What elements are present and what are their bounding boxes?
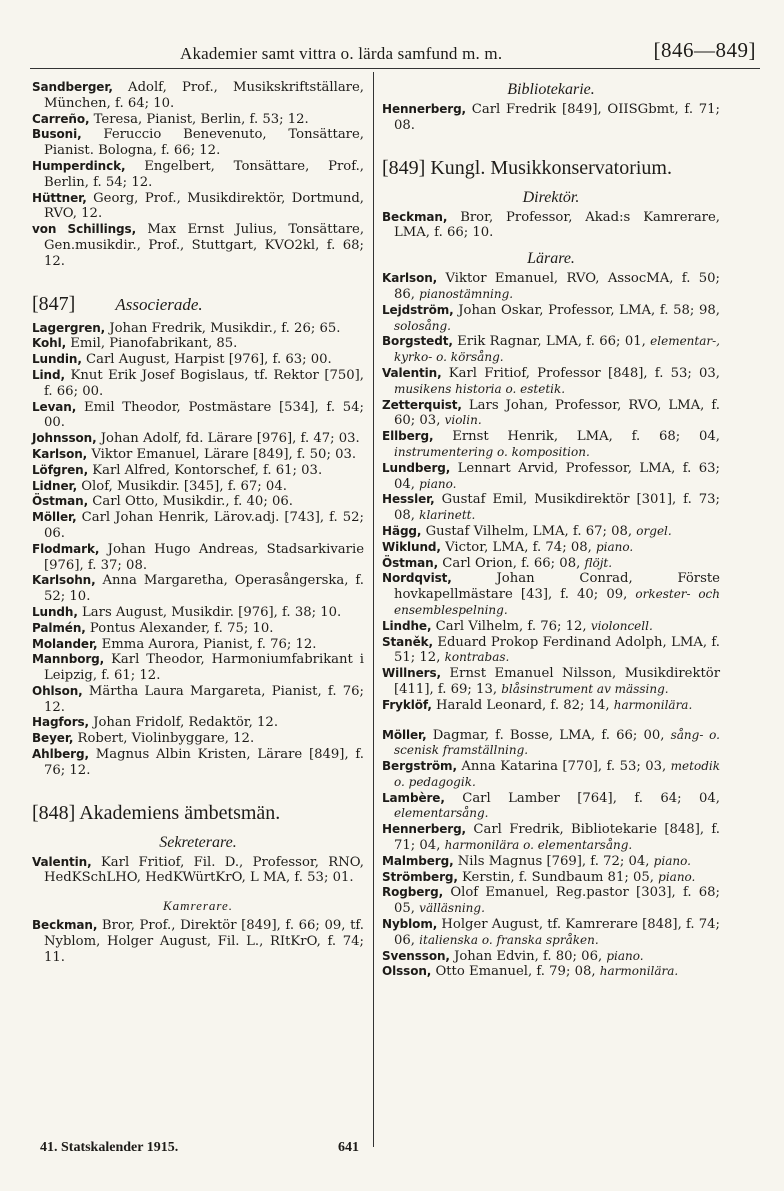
- entry-details: Emil, Pianofabrikant, 85.: [66, 336, 238, 352]
- entry-surname: Molander,: [32, 636, 98, 651]
- entry-list: [382, 210, 720, 242]
- directory-entry: [32, 191, 364, 223]
- entry-details: Magnus Albin Kristen, Lärare [849], f. 76; 12.: [44, 747, 364, 778]
- entry-subject: musikens historia o. estetik.: [394, 381, 566, 396]
- section-heading-848: [32, 801, 364, 825]
- entry-subject: pianostämning.: [419, 286, 514, 301]
- entry-surname: von Schillings,: [32, 222, 137, 237]
- directory-entry: [32, 463, 364, 479]
- entry-details: Carl Lamber [764], f. 64; 04,: [444, 790, 720, 806]
- entry-surname: Nordqvist,: [382, 571, 452, 586]
- entry-surname: Möller,: [32, 510, 77, 525]
- entry-surname: Ahlberg,: [32, 747, 89, 762]
- page-header: [30, 28, 760, 70]
- entry-details: Dagmar, f. Bosse, LMA, f. 66; 00,: [426, 727, 671, 743]
- entry-surname: Malmberg,: [382, 853, 454, 868]
- entry-subject: piano.: [653, 853, 691, 868]
- entry-details: Robert, Violinbyggare, 12.: [73, 731, 255, 747]
- entry-details: Johan Fredrik, Musikdir., f. 26; 65.: [105, 320, 341, 336]
- entry-list: [32, 855, 364, 887]
- entry-details: Olof, Musikdir. [345], f. 67; 04.: [77, 478, 287, 494]
- entry-subject: klarinett.: [419, 508, 476, 523]
- entry-surname: Valentin,: [32, 854, 92, 869]
- entry-surname: Olsson,: [382, 964, 432, 979]
- directory-entry: [32, 918, 364, 965]
- entry-details: Johan Oskar, Professor, LMA, f. 58; 98,: [453, 302, 720, 318]
- entry-surname: Carreño,: [32, 111, 90, 126]
- entry-details: Emma Aurora, Pianist, f. 76; 12.: [97, 636, 317, 652]
- subheading-kamrerare: Kamrerare.: [162, 898, 234, 914]
- entry-surname: Svensson,: [382, 948, 450, 963]
- directory-entry: [32, 605, 364, 621]
- entry-surname: Palmén,: [32, 620, 86, 635]
- entry-surname: Hennerberg,: [382, 822, 467, 837]
- entry-surname: Karlson,: [32, 446, 88, 461]
- entry-details: Pontus Alexander, f. 75; 10.: [85, 620, 274, 636]
- entry-surname: Lagergren,: [32, 320, 106, 335]
- entry-surname: Willners,: [382, 666, 441, 681]
- entry-details: Carl Vilhelm, f. 76; 12,: [431, 618, 591, 634]
- entry-surname: Bergström,: [382, 759, 457, 774]
- entry-surname: Strömberg,: [382, 869, 458, 884]
- directory-entry: [382, 635, 720, 667]
- directory-entry: [382, 917, 720, 949]
- entry-details: Feruccio Benevenuto, Tonsättare, Pianist. Bologna, f. 66; 12.: [44, 127, 364, 159]
- entry-details: Bror, Professor, Akad:s Kamrerare, LMA, f. 66; 10.: [394, 209, 720, 241]
- entry-subject: elementarsång.: [394, 806, 489, 821]
- entry-subject: orgel.: [636, 523, 672, 538]
- entry-details: Viktor Emanuel, Lärare [849], f. 50; 03.: [87, 446, 357, 462]
- entry-subject: italienska o. franska språken.: [419, 932, 599, 947]
- directory-entry: [382, 822, 720, 854]
- entry-subject: harmonilära.: [599, 964, 679, 979]
- entry-subject: piano.: [606, 948, 644, 963]
- entry-surname: Lambère,: [382, 790, 445, 805]
- entry-details: Johan Edvin, f. 80; 06,: [449, 948, 607, 964]
- entry-surname: Beyer,: [32, 731, 74, 746]
- entry-surname: Lundin,: [32, 352, 82, 367]
- entry-details: Karl Theodor, Harmoniumfabrikant i Leipzig, f. 61; 12.: [44, 652, 364, 684]
- footer-publication: 41. Statskalender 1915.: [40, 1140, 179, 1155]
- entry-details: Märtha Laura Margareta, Pianist, f. 76; 12.: [44, 683, 364, 715]
- entry-list: [382, 728, 720, 981]
- entry-surname: Zetterquist,: [382, 397, 462, 412]
- entry-subject: orkester- och ensemblespelning.: [394, 587, 720, 617]
- directory-entry: [32, 431, 364, 447]
- entry-subject: välläsning.: [419, 901, 485, 916]
- entry-list: [32, 321, 364, 779]
- entry-details: Nils Magnus [769], f. 72; 04,: [453, 853, 654, 869]
- entry-surname: Staněk,: [382, 634, 433, 649]
- entry-surname: Levan,: [32, 399, 77, 414]
- entry-surname: Beckman,: [32, 918, 98, 933]
- entry-surname: Lejdström,: [382, 302, 454, 317]
- entry-details: Carl Fredrik [849], OIISGbmt, f. 71; 08.: [394, 102, 720, 133]
- entry-surname: Kohl,: [32, 336, 67, 351]
- entry-details: Carl Orion, f. 66; 08,: [438, 555, 585, 571]
- directory-entry: [382, 366, 720, 398]
- directory-entry: [382, 492, 720, 524]
- entry-surname: Östman,: [382, 555, 439, 570]
- entry-subject: piano.: [419, 476, 457, 491]
- entry-details: Harald Leonard, f. 82; 14,: [431, 697, 614, 713]
- entry-details: Teresa, Pianist, Berlin, f. 53; 12.: [89, 111, 309, 127]
- entry-details: Anna Margaretha, Operasångerska, f. 52; 10.: [44, 573, 364, 605]
- entry-surname: Sandberger,: [32, 80, 113, 94]
- entry-surname: Hagfors,: [32, 715, 90, 730]
- entry-surname: Karlsohn,: [32, 573, 96, 588]
- entry-surname: Lundberg,: [382, 460, 451, 475]
- entry-surname: Rogberg,: [382, 885, 444, 900]
- entry-subject: harmonilära o. elementarsång.: [444, 838, 633, 853]
- directory-entry: [382, 398, 720, 430]
- entry-surname: Ellberg,: [382, 429, 434, 444]
- entry-details: Bror, Prof., Direktör [849], f. 66; 09, tf. Nyblom, Holger August, Fil. L., RItKrO, f. 74; 11.: [44, 918, 364, 965]
- directory-entry: [382, 334, 720, 366]
- section-title: Akademiens ämbetsmän.: [79, 801, 281, 824]
- entry-surname: Hennerberg,: [382, 102, 467, 116]
- directory-entry: [32, 621, 364, 637]
- directory-entry: [32, 731, 364, 747]
- entry-details: Ernst Henrik, LMA, f. 68; 04,: [433, 429, 720, 445]
- entry-details: Carl Johan Henrik, Lärov.adj. [743], f. 52; 06.: [44, 510, 364, 541]
- entry-surname: Lindhe,: [382, 618, 432, 633]
- directory-entry: [382, 303, 720, 335]
- spacer: [382, 714, 720, 728]
- directory-entry: [32, 855, 364, 887]
- entry-details: Georg, Prof., Musikdirektör, Dortmund, RVO, 12.: [44, 190, 364, 222]
- entry-details: Lars Johan, Professor, RVO, LMA, f. 60; 03,: [394, 397, 720, 429]
- entry-list: [32, 918, 364, 965]
- directory-entry: [32, 112, 364, 128]
- entry-surname: Nyblom,: [382, 917, 438, 932]
- entry-surname: Hägg,: [382, 523, 422, 538]
- directory-entry: [382, 210, 720, 242]
- directory-entry: [382, 759, 720, 791]
- entry-details: Karl Fritiof, Professor [848], f. 53; 03,: [441, 365, 720, 381]
- directory-entry: [32, 652, 364, 684]
- directory-entry: [382, 666, 720, 698]
- section-number: [849]: [382, 156, 426, 179]
- entry-subject: harmonilära.: [613, 697, 693, 712]
- directory-entry: [32, 400, 364, 432]
- entry-surname: Busoni,: [32, 127, 82, 142]
- entry-subject: piano.: [658, 869, 696, 884]
- left-column: [32, 80, 364, 966]
- directory-entry: [32, 747, 364, 779]
- subheading-direktor: Direktör.: [522, 188, 580, 206]
- entry-details: Adolf, Prof., Musikskriftställare, München, f. 64; 10.: [44, 80, 364, 111]
- directory-entry: [382, 571, 720, 618]
- entry-details: Johan Adolf, fd. Lärare [976], f. 47; 03.: [96, 431, 360, 447]
- entry-details: Carl August, Harpist [976], f. 63; 00.: [81, 352, 332, 368]
- entry-details: Kerstin, f. Sundbaum 81; 05,: [457, 869, 659, 885]
- directory-entry: [32, 715, 364, 731]
- directory-entry: [32, 222, 364, 269]
- directory-entry: [382, 870, 720, 886]
- section-number: [848]: [32, 801, 76, 824]
- entry-surname: Fryklöf,: [382, 697, 432, 712]
- entry-subject: instrumentering o. komposition.: [394, 444, 590, 459]
- directory-entry: [382, 964, 720, 980]
- entry-details: Emil Theodor, Postmästare [534], f. 54; 00.: [44, 399, 364, 431]
- section-title: Associerade.: [115, 294, 203, 314]
- entry-surname: Karlson,: [382, 271, 438, 286]
- directory-entry: [32, 80, 364, 112]
- directory-entry: [382, 854, 720, 870]
- entry-details: Johan Hugo Andreas, Stadsarkivarie [976], f. 37; 08.: [44, 541, 364, 573]
- entry-details: Gustaf Vilhelm, LMA, f. 67; 08,: [421, 523, 637, 539]
- directory-entry: [382, 728, 720, 760]
- entry-subject: piano.: [596, 539, 634, 554]
- directory-entry: [32, 127, 364, 159]
- entry-surname: Hessler,: [382, 492, 435, 507]
- entry-details: Otto Emanuel, f. 79; 08,: [431, 964, 600, 980]
- entry-subject: elementar-, kyrko- o. körsång.: [394, 334, 720, 365]
- entry-subject: metodik o. pedagogik.: [394, 759, 720, 789]
- directory-entry: [382, 429, 720, 461]
- entry-subject: blåsinstrument av mässing.: [501, 681, 669, 696]
- directory-entry: [32, 573, 364, 605]
- directory-entry: [32, 542, 364, 574]
- section-heading-847: [32, 292, 364, 317]
- directory-entry: [382, 885, 720, 917]
- section-number: [847]: [32, 292, 76, 315]
- page-number: 641: [338, 1140, 359, 1155]
- entry-surname: Lind,: [32, 367, 65, 382]
- entry-details: Johan Conrad, Förste hovkapellmästare [43], f. 40; 09,: [394, 571, 720, 603]
- entry-list: [32, 80, 364, 270]
- directory-entry: [32, 352, 364, 368]
- entry-subject: kontrabas.: [444, 650, 510, 665]
- entry-subject: violoncell.: [590, 618, 653, 633]
- entry-subject: solosång.: [394, 318, 451, 333]
- directory-entry: [32, 510, 364, 542]
- directory-entry: [382, 271, 720, 303]
- entry-surname: Lundh,: [32, 604, 78, 619]
- entry-details: Olof Emanuel, Reg.pastor [303], f. 68; 05,: [394, 885, 720, 917]
- directory-entry: [382, 540, 720, 556]
- entry-details: Holger August, tf. Kamrerare [848], f. 74; 06,: [394, 917, 720, 948]
- directory-entry: [382, 102, 720, 134]
- directory-entry: [32, 637, 364, 653]
- entry-details: Karl Alfred, Kontorschef, f. 61; 03.: [88, 462, 323, 478]
- entry-details: Max Ernst Julius, Tonsättare, Gen.musikdir., Prof., Stuttgart, KVO2kl, f. 68; 12.: [44, 222, 365, 269]
- directory-entry: [32, 336, 364, 352]
- directory-entry: [32, 447, 364, 463]
- entry-details: Karl Fritiof, Fil. D., Professor, RNO, HedKSchLHO, HedKWürtKrO, L MA, f. 53; 01.: [44, 854, 364, 886]
- directory-entry: [382, 619, 720, 635]
- entry-surname: Wiklund,: [382, 539, 441, 554]
- entry-surname: Möller,: [382, 727, 427, 742]
- entry-surname: Hüttner,: [32, 190, 87, 205]
- entry-surname: Östman,: [32, 494, 89, 509]
- entry-surname: Flodmark,: [32, 541, 100, 556]
- page-title: Akademier samt vittra o. lärda samfund m. m.: [180, 44, 503, 63]
- entry-details: Knut Erik Josef Bogislaus, tf. Rektor [750], f. 66; 00.: [44, 367, 364, 399]
- right-column: [382, 80, 720, 980]
- header-rule: [30, 68, 760, 69]
- entry-surname: Ohlson,: [32, 683, 83, 698]
- directory-entry: [382, 698, 720, 714]
- section-title: Kungl. Musikkonservatorium.: [430, 156, 672, 179]
- entry-details: Eduard Prokop Ferdinand Adolph, LMA, f. 51; 12,: [394, 634, 720, 666]
- entry-surname: Johnsson,: [32, 431, 97, 446]
- entry-subject: violin.: [444, 413, 482, 428]
- entry-surname: Beckman,: [382, 209, 448, 224]
- directory-entry: [32, 321, 364, 337]
- directory-entry: [32, 494, 364, 510]
- entry-subject: sång- o. scenisk framställning.: [394, 727, 720, 758]
- subheading-sekreterare: Sekreterare.: [159, 833, 237, 851]
- entry-surname: Mannborg,: [32, 652, 105, 667]
- directory-entry: [32, 684, 364, 716]
- directory-entry: [32, 479, 364, 495]
- entry-list: [382, 271, 720, 713]
- entry-surname: Valentin,: [382, 365, 442, 380]
- subheading-larare: Lärare.: [527, 250, 575, 268]
- entry-details: Erik Ragnar, LMA, f. 66; 01,: [452, 334, 651, 350]
- entry-details: Johan Fridolf, Redaktör, 12.: [89, 715, 279, 731]
- directory-entry: [382, 949, 720, 965]
- directory-entry: [382, 791, 720, 823]
- directory-entry: [32, 159, 364, 191]
- entry-details: Lennart Arvid, Professor, LMA, f. 63; 04,: [394, 460, 720, 492]
- entry-details: Viktor Emanuel, RVO, AssocMA, f. 50; 86,: [394, 271, 720, 302]
- entry-surname: Humperdinck,: [32, 158, 126, 173]
- entry-subject: flöjt.: [584, 555, 613, 570]
- entry-details: Anna Katarina [770], f. 53; 03,: [456, 759, 671, 775]
- entry-list: [382, 102, 720, 134]
- entry-details: Victor, LMA, f. 74; 08,: [440, 539, 596, 555]
- directory-entry: [32, 368, 364, 400]
- entry-details: Carl Fredrik, Bibliotekarie [848], f. 71; 04,: [394, 822, 720, 854]
- section-heading-849: [382, 156, 720, 180]
- column-divider: [373, 72, 374, 1147]
- entry-surname: Löfgren,: [32, 462, 89, 477]
- directory-entry: [382, 524, 720, 540]
- entry-details: Carl Otto, Musikdir., f. 40; 06.: [88, 494, 293, 510]
- entry-surname: Lidner,: [32, 478, 78, 493]
- entry-details: Ernst Emanuel Nilsson, Musikdirektör [411], f. 69; 13,: [394, 666, 720, 697]
- section-range: [846—849]: [653, 38, 756, 62]
- entry-details: Lars August, Musikdir. [976], f. 38; 10.: [77, 604, 342, 620]
- directory-entry: [382, 461, 720, 493]
- entry-surname: Borgstedt,: [382, 334, 453, 349]
- entry-details: Engelbert, Tonsättare, Prof., Berlin, f. 54; 12.: [44, 158, 364, 190]
- entry-details: Gustaf Emil, Musikdirektör [301], f. 73; 08,: [394, 492, 720, 524]
- directory-entry: [382, 556, 720, 572]
- subheading-bibliotekarie: Bibliotekarie.: [507, 81, 595, 98]
